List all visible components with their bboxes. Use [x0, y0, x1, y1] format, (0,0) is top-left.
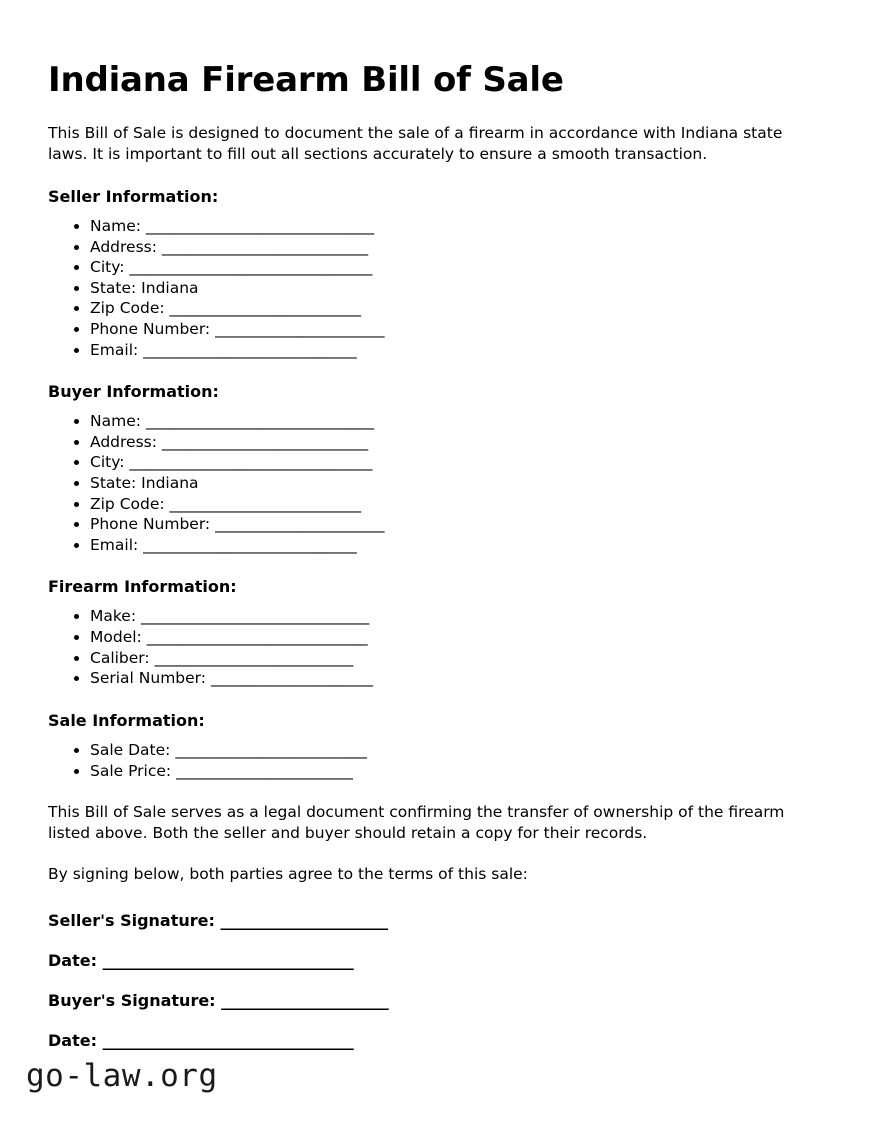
- field-blank[interactable]: _______________________________: [141, 607, 369, 626]
- field-label: Zip Code:: [90, 299, 165, 318]
- field-blank[interactable]: ___________________________: [154, 648, 354, 667]
- list-item: [90, 298, 821, 319]
- seller-field-list: [48, 216, 821, 360]
- seller-date-blank[interactable]: _________________________________: [102, 950, 354, 970]
- footer-watermark: go-law.org: [26, 1058, 218, 1094]
- field-blank[interactable]: _________________________________: [129, 453, 372, 472]
- agreement-paragraph: By signing below, both parties agree to the terms of this sale:: [48, 864, 528, 883]
- field-blank[interactable]: ____________________________: [161, 432, 368, 451]
- intro-paragraph: This Bill of Sale is designed to document the sale of a firearm in accordance with Indiana state laws. It is important to fill out all sections accurately to ensure a smooth transaction.: [48, 124, 783, 164]
- buyer-field-list: [48, 411, 821, 555]
- field-label: Zip Code:: [90, 494, 165, 513]
- list-item: [90, 340, 821, 361]
- firearm-field-list: [48, 606, 821, 688]
- seller-date-row: [48, 951, 821, 970]
- list-item: [90, 740, 821, 761]
- list-item: [90, 668, 821, 689]
- list-item: [90, 761, 821, 782]
- field-blank[interactable]: _______________________: [215, 320, 385, 338]
- section-heading-firearm: Firearm Information:: [48, 577, 237, 597]
- seller-signature-blank[interactable]: ______________________: [220, 910, 388, 930]
- buyer-signature-row: [48, 991, 821, 1010]
- buyer-date-label: Date:: [48, 1030, 97, 1050]
- field-label: State: Indiana: [90, 278, 199, 297]
- field-label: City:: [90, 258, 125, 277]
- buyer-date-blank[interactable]: _________________________________: [102, 1030, 354, 1050]
- page-title: Indiana Firearm Bill of Sale: [48, 60, 564, 100]
- list-item: [90, 452, 821, 473]
- field-blank[interactable]: ______________________: [210, 669, 373, 688]
- field-label: Address:: [90, 237, 157, 256]
- field-label: Sale Price:: [90, 761, 172, 780]
- section-heading-buyer: Buyer Information:: [48, 382, 219, 402]
- field-blank[interactable]: __________________________: [169, 494, 361, 513]
- closing-paragraph: This Bill of Sale serves as a legal document confirming the transfer of ownership of the firearm listed above. Both the seller and buyer should retain a copy for their records.: [48, 803, 785, 843]
- list-item: [90, 494, 821, 515]
- list-item: [90, 514, 821, 535]
- sale-field-list: [48, 740, 821, 781]
- field-label: Model:: [90, 628, 142, 647]
- field-label: Make:: [90, 607, 137, 626]
- field-blank[interactable]: _______________________: [215, 515, 385, 534]
- field-blank[interactable]: __________________________: [169, 299, 361, 318]
- field-label: Phone Number:: [90, 320, 211, 338]
- field-blank[interactable]: ________________________: [176, 761, 353, 780]
- list-item: [90, 216, 821, 237]
- field-blank[interactable]: ____________________________: [161, 237, 368, 256]
- list-item: [90, 411, 821, 432]
- buyer-signature-label: Buyer's Signature:: [48, 990, 216, 1010]
- field-blank[interactable]: _______________________________: [145, 412, 374, 431]
- field-label: Email:: [90, 340, 139, 359]
- seller-signature-label: Seller's Signature:: [48, 910, 215, 930]
- list-item: [90, 237, 821, 258]
- buyer-date-row: [48, 1031, 821, 1050]
- field-label: Caliber:: [90, 648, 150, 667]
- field-blank[interactable]: ______________________________: [146, 628, 368, 647]
- field-label: Address:: [90, 432, 157, 451]
- list-item: [90, 319, 821, 340]
- field-label: Name:: [90, 412, 141, 431]
- field-blank[interactable]: _____________________________: [143, 340, 357, 359]
- field-blank[interactable]: __________________________: [175, 740, 367, 759]
- field-label: City:: [90, 453, 125, 472]
- field-label: Phone Number:: [90, 515, 211, 534]
- field-label: State: Indiana: [90, 474, 199, 493]
- field-blank[interactable]: _____________________________: [143, 535, 357, 554]
- field-label: Sale Date:: [90, 740, 171, 759]
- list-item: [90, 648, 821, 669]
- list-item: [90, 473, 821, 494]
- field-label: Name:: [90, 216, 141, 235]
- seller-signature-row: [48, 911, 821, 930]
- field-label: Email:: [90, 535, 139, 554]
- list-item: [90, 278, 821, 299]
- section-heading-seller: Seller Information:: [48, 186, 219, 206]
- signature-block: [48, 911, 821, 1050]
- list-item: [90, 257, 821, 278]
- field-blank[interactable]: _______________________________: [145, 216, 374, 235]
- list-item: [90, 606, 821, 627]
- field-label: Serial Number:: [90, 669, 207, 688]
- field-blank[interactable]: _________________________________: [129, 258, 372, 277]
- list-item: [90, 535, 821, 556]
- section-heading-sale: Sale Information:: [48, 710, 205, 730]
- list-item: [90, 627, 821, 648]
- list-item: [90, 432, 821, 453]
- buyer-signature-blank[interactable]: ______________________: [221, 990, 389, 1010]
- seller-date-label: Date:: [48, 950, 97, 970]
